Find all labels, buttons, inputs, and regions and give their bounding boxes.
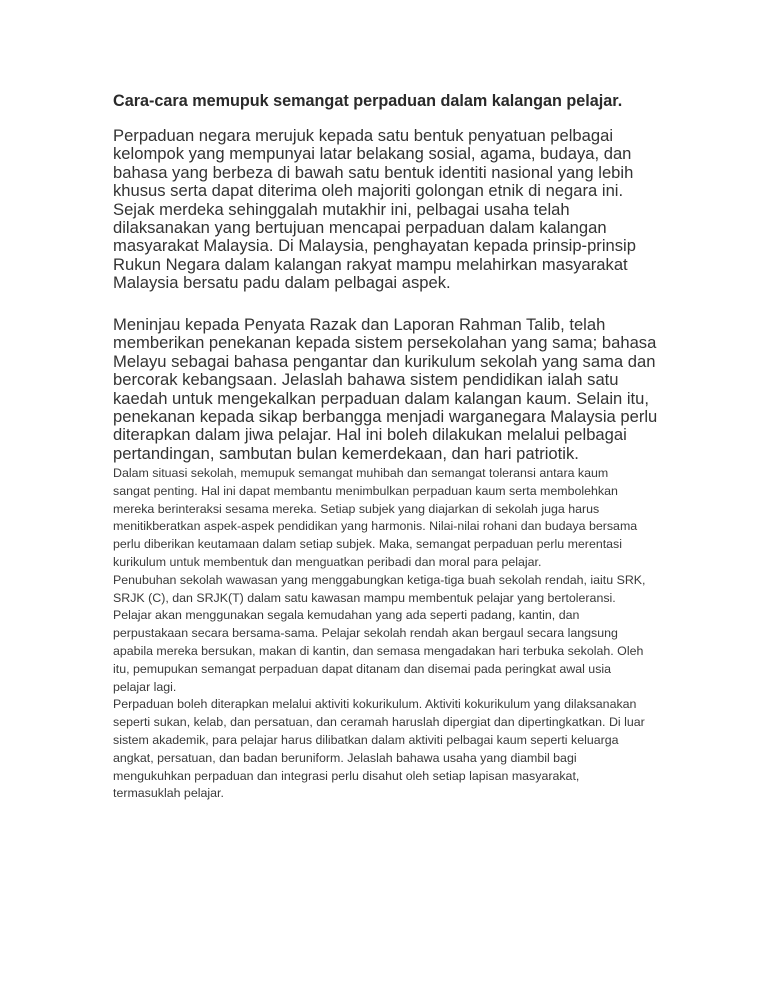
text-line: termasuklah pelajar. <box>113 786 224 801</box>
text-line: mereka berinteraksi sesama mereka. Setiap subjek yang diajarkan di sekolah juga harus <box>113 501 600 516</box>
paragraph-vision-school <box>113 572 645 697</box>
text-line: Perpaduan negara merujuk kepada satu bentuk penyatuan pelbagai <box>113 126 614 145</box>
text-line: SRJK (C), dan SRJK(T) dalam satu kawasan mampu membentuk pelajar yang bertoleransi. <box>113 590 616 605</box>
text-line: diterapkan dalam jiwa pelajar. Hal ini boleh dilakukan melalui pelbagai <box>113 425 627 445</box>
text-line: mengukuhkan perpaduan dan integrasi perlu disahut oleh setiap lapisan masyarakat, <box>113 768 580 783</box>
small-text-section <box>113 465 645 803</box>
text-line: Sejak merdeka sehinggalah mutakhir ini, pelbagai usaha telah <box>113 199 570 219</box>
text-line: Dalam situasi sekolah, memupuk semangat muhibah dan semangat toleransi antara kaum <box>113 466 609 480</box>
text-line: kelompok yang mempunyai latar belakang sosial, agama, budaya, dan <box>113 144 632 164</box>
text-line: Melayu sebagai bahasa pengantar dan kurikulum sekolah yang sama dan <box>113 351 656 371</box>
text-line: bahasa yang berbeza di bawah satu bentuk identiti nasional yang lebih <box>113 162 634 182</box>
text-line: Rukun Negara dalam kalangan rakyat mampu melahirkan masyarakat <box>113 254 628 274</box>
text-line: sistem akademik, para pelajar harus dilibatkan dalam aktiviti pelbagai kaum seperti keluarga <box>113 732 619 747</box>
paragraph-school-situation <box>113 465 645 572</box>
text-line: angkat, persatuan, dan badan beruniform. Jelaslah bahawa usaha yang diambil bagi <box>113 750 577 765</box>
text-line: masyarakat Malaysia. Di Malaysia, penghayatan kepada prinsip-prinsip <box>113 236 636 256</box>
text-line: khusus serta dapat diterima oleh majoriti golongan etnik di negara ini. <box>113 181 624 201</box>
text-line: sangat penting. Hal ini dapat membantu menimbulkan perpaduan kaum serta membolehkan <box>113 483 618 498</box>
text-line: kaedah untuk mengekalkan perpaduan dalam kalangan kaum. Selain itu, <box>113 388 649 408</box>
text-line: Pelajar akan menggunakan segala kemudahan yang ada seperti padang, kantin, dan <box>113 608 580 623</box>
text-line: seperti sukan, kelab, dan persatuan, dan ceramah haruslah dipergiat dan dipertingkatkan. Di luar <box>113 715 645 730</box>
text-line: pertandingan, sambutan bulan kemerdekaan, dan hari patriotik. <box>113 443 579 463</box>
text-line: penekanan kepada sikap berbangga menjadi warganegara Malaysia perlu <box>113 407 658 427</box>
text-line: Meninjau kepada Penyata Razak dan Laporan Rahman Talib, telah <box>113 315 606 334</box>
text-line: perpustakaan secara bersama-sama. Pelajar sekolah rendah akan bergaul secara langsung <box>113 626 618 641</box>
text-line: dilaksanakan yang bertujuan mencapai perpaduan dalam kalangan <box>113 218 607 238</box>
text-line: Penubuhan sekolah wawasan yang menggabungkan ketiga-tiga buah sekolah rendah, iaitu SRK, <box>113 572 646 587</box>
text-line: itu, pemupukan semangat perpaduan dapat ditanam dan disemai pada peringkat awal usia <box>113 661 612 676</box>
text-line: perlu diberikan keutamaan dalam setiap subjek. Maka, semangat perpaduan perlu merentasi <box>113 537 623 552</box>
text-line: pelajar lagi. <box>113 679 177 694</box>
text-line: memberikan penekanan kepada sistem persekolahan yang sama; bahasa <box>113 333 657 353</box>
paragraph-education-system <box>113 316 657 463</box>
text-line: Perpaduan boleh diterapkan melalui aktiviti kokurikulum. Aktiviti kokurikulum yang dilaksanakan <box>113 697 637 712</box>
paragraph-cocurriculum <box>113 696 645 803</box>
paragraph-introduction <box>113 127 636 293</box>
text-line: bercorak kebangsaan. Jelaslah bahawa sistem pendidikan ialah satu <box>113 370 619 390</box>
document-title: Cara-cara memupuk semangat perpaduan dalam kalangan pelajar. <box>113 92 623 110</box>
text-line: apabila mereka bersukan, makan di kantin, dan semasa mengadakan hari terbuka sekolah. Oleh <box>113 643 644 658</box>
text-line: menitikberatkan aspek-aspek pendidikan yang harmonis. Nilai-nilai rohani dan budaya bersama <box>113 519 638 534</box>
text-line: kurikulum untuk membentuk dan menguatkan peribadi dan moral para pelajar. <box>113 554 542 569</box>
text-line: Malaysia bersatu padu dalam pelbagai aspek. <box>113 273 451 293</box>
